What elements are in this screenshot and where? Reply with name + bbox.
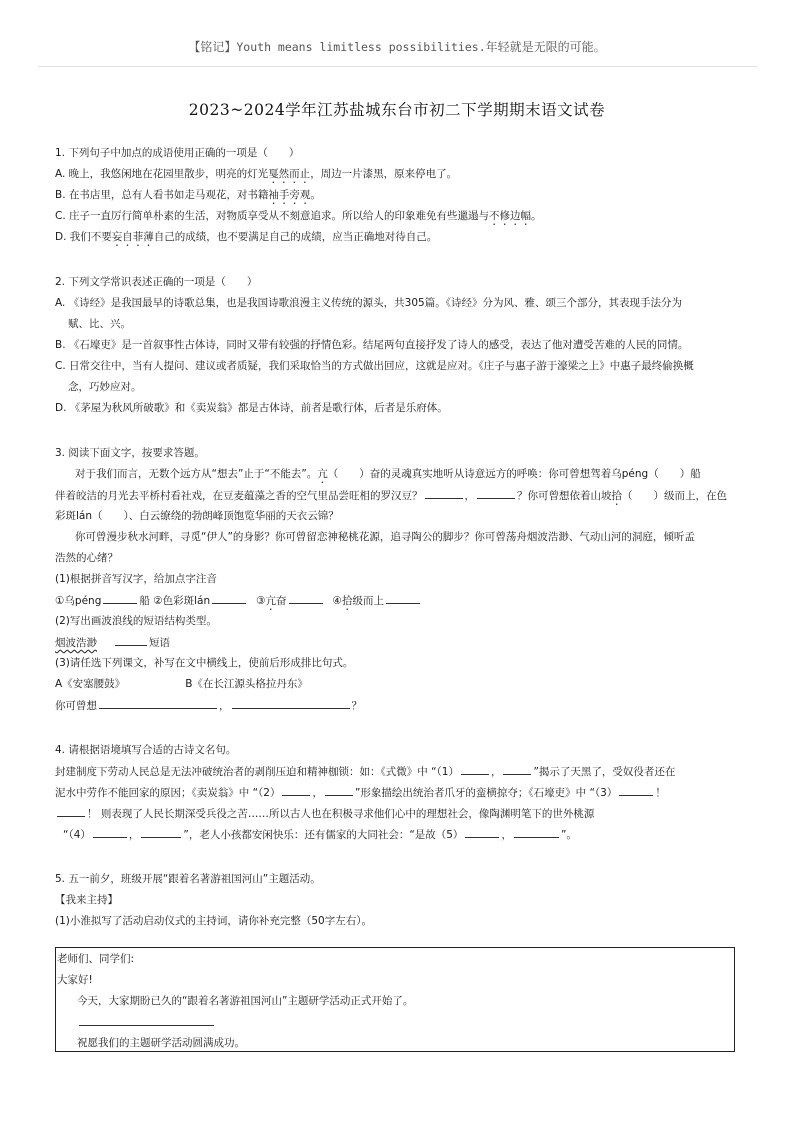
q1-option-d: D. 我们不要妄自菲薄自己的成绩，也不要满足自己的成绩，应当正确地对待自己。 xyxy=(55,231,438,243)
q4-line: ！ 则表现了人民长期深受兵役之苦……所以古人也在积极寻求他们心中的理想社会，像陶渊明笔下的世外桃源 xyxy=(55,803,745,824)
q3-stem: 3. 阅读下面文字，按要求答题。 xyxy=(55,447,205,459)
blank-line[interactable] xyxy=(103,590,137,604)
box-hello: 大家好! xyxy=(57,974,93,986)
blank-line[interactable] xyxy=(141,824,181,838)
q3-sub3: (3)请任选下列课文，补写在文中横线上，使前后形成排比句式。 xyxy=(55,657,354,669)
q1-c-marked: 不修边幅 xyxy=(489,210,532,222)
q4-line: 封建制度下劳动人民总是无法冲破统治者的剥削压迫和精神枷锁：如：《式微》中 “（1） ， ”揭示了天黑了，受奴役者还在 xyxy=(55,761,745,782)
blank-line[interactable] xyxy=(461,761,489,775)
blank-line[interactable] xyxy=(57,803,85,817)
q1-option-a: A. 晚上，我悠闲地在花园里散步，明亮的灯光戛然而止，周边一片漆黑，原来停电了。 xyxy=(55,168,458,180)
box-blank-row xyxy=(57,1012,734,1033)
q2-option-a: A. 《诗经》是我国最早的诗歌总集，也是我国诗歌浪漫主义传统的源头，共305篇。《诗经》分为风、雅、颂三个部分，其表现手法分为 xyxy=(55,297,682,309)
q3-passage-line: 你可曾漫步秋水河畔，寻觅“伊人”的身影？你可曾留恋神秘桃花源，追寻陶公的脚步？你可曾荡舟烟波浩渺、气动山河的洞庭，倾听孟 xyxy=(75,531,695,543)
q2-option-d: D. 《茅屋为秋风所破歌》和《卖炭翁》都是古体诗，前者是歌行体，后者是乐府体。 xyxy=(55,402,448,414)
host-script-box xyxy=(55,947,735,1052)
blank-line[interactable] xyxy=(465,824,499,838)
q2-option-c-cont: 念，巧妙应对。 xyxy=(68,381,142,393)
q1-option-c: C. 庄子一直厉行简单朴素的生活，对物质享受从不刻意追求。所以给人的印象难免有些邋遢与不修边幅。 xyxy=(55,210,542,222)
box-closing: 祝愿我们的主题研学活动圆满成功。 xyxy=(77,1037,245,1049)
q1-stem: 1. 下列句子中加点的成语使用正确的一项是（ ） xyxy=(55,147,300,159)
q3-passage-line: 伴着皎洁的月光去平桥村看社戏，在豆麦蕴藻之香的空气里品尝旺相的罗汉豆？ ， ？你可曾想依着山坡拾（ ）级而上，在色 xyxy=(55,485,745,506)
header-divider xyxy=(38,66,758,67)
q1-d-marked: 妄自菲薄 xyxy=(111,231,154,243)
blank-line[interactable] xyxy=(425,485,463,499)
blank-line[interactable] xyxy=(232,695,350,709)
q2-option-a-cont: 赋、比、兴。 xyxy=(68,318,131,330)
motto-prefix: 【铭记】 xyxy=(188,40,237,54)
blank-line[interactable] xyxy=(93,824,127,838)
q1-b-marked: 袖手旁观 xyxy=(268,189,311,201)
q5-stem: 5. 五一前夕，班级开展“跟着名著游祖国河山”主题活动。 xyxy=(55,873,321,885)
blank-line[interactable] xyxy=(212,590,246,604)
blank-line[interactable] xyxy=(619,782,653,796)
q1-option-b: B. 在书店里，总有人看书如走马观花，对书籍袖手旁观。 xyxy=(55,189,321,201)
q1-a-marked: 戛然而止 xyxy=(268,168,311,180)
answer-blank[interactable] xyxy=(79,1012,214,1026)
q3-sub2: (2)写出画波浪线的短语结构类型。 xyxy=(55,615,217,627)
blank-line[interactable] xyxy=(503,761,531,775)
q3-sub3-answer: 你可曾想 ， ？ xyxy=(55,695,745,716)
blank-line[interactable] xyxy=(386,590,420,604)
box-opening: 今天，大家期盼已久的“跟着名著游祖国河山”主题研学活动正式开始了。 xyxy=(77,995,414,1007)
q5-sub1: (1)小淮拟写了活动启动仪式的主持词，请你补充完整（50字左右）。 xyxy=(55,915,372,927)
wavy-phrase: 烟波浩渺 xyxy=(55,637,97,649)
q3-passage-line: 浩然的心绪？ xyxy=(55,552,118,564)
blank-line[interactable] xyxy=(115,632,147,646)
blank-line[interactable] xyxy=(289,590,323,604)
blank-line[interactable] xyxy=(477,485,515,499)
blank-line[interactable] xyxy=(282,782,310,796)
q4-stem: 4. 请根据语境填写合适的古诗文名句。 xyxy=(55,744,237,756)
q4-line: “（4） ， ”，老人小孩都安闲快乐：还有儒家的大同社会：“是故（5） ， ”。 xyxy=(55,824,745,845)
motto-suffix: 年轻就是无限的可能。 xyxy=(485,40,606,54)
motto-latin: Youth means limitless possibilities. xyxy=(236,40,486,54)
q4-line: 泥水中劳作不能回家的原因；《卖炭翁》中 “（2） ， ”形象描绘出统治者爪牙的蛮横掠夺；《石壕吏》中 “（3） ！ xyxy=(55,782,745,803)
exam-title: 2023~2024学年江苏盐城东台市初二下学期期末语文试卷 xyxy=(188,101,606,119)
q3-passage-line: 彩斑lán（ ）、白云缭绕的勃朗峰顶饱览华丽的天衣云锦？ xyxy=(55,510,339,522)
q3-sub1-blanks: ①乌péng 船 ②色彩斑lán ③亢奋 ④拾级而上 xyxy=(55,590,745,611)
q2-option-c: C. 日常交往中，当有人提问、建议或者质疑，我们采取恰当的方式做出回应，这就是应对。《庄子与惠子游于濠梁之上》中惠子最终偷换概 xyxy=(55,360,694,372)
q3-sub3-options: A《安塞腰鼓》 B《在长江源头格拉丹东》 xyxy=(55,678,308,690)
blank-line[interactable] xyxy=(99,695,217,709)
exam-body xyxy=(55,143,745,932)
blank-line[interactable] xyxy=(514,824,559,838)
q3-sub2-answer: 烟波浩渺 短语 xyxy=(55,632,745,653)
q5-section-heading: 【我来主持】 xyxy=(55,894,118,906)
q3-sub1: (1)根据拼音写汉字，给加点字注音 xyxy=(55,573,217,585)
q2-option-b: B. 《石壕吏》是一首叙事性古体诗，同时又带有较强的抒情色彩。结尾两句直接抒发了诗人的感受，表达了他对遭受苦难的人民的同情。 xyxy=(55,339,689,351)
blank-line[interactable] xyxy=(325,782,353,796)
q3-passage-line: 对于我们而言，无数个远方从“想去”止于“不能去”。亢（ ）奋的灵魂真实地听从诗意远方的呼唤：你可曾想驾着乌péng（ ）船 xyxy=(75,468,701,480)
header-motto xyxy=(0,38,794,55)
q2-stem: 2. 下列文学常识表述正确的一项是（ ） xyxy=(55,276,258,288)
box-greeting: 老师们、同学们: xyxy=(57,953,135,965)
